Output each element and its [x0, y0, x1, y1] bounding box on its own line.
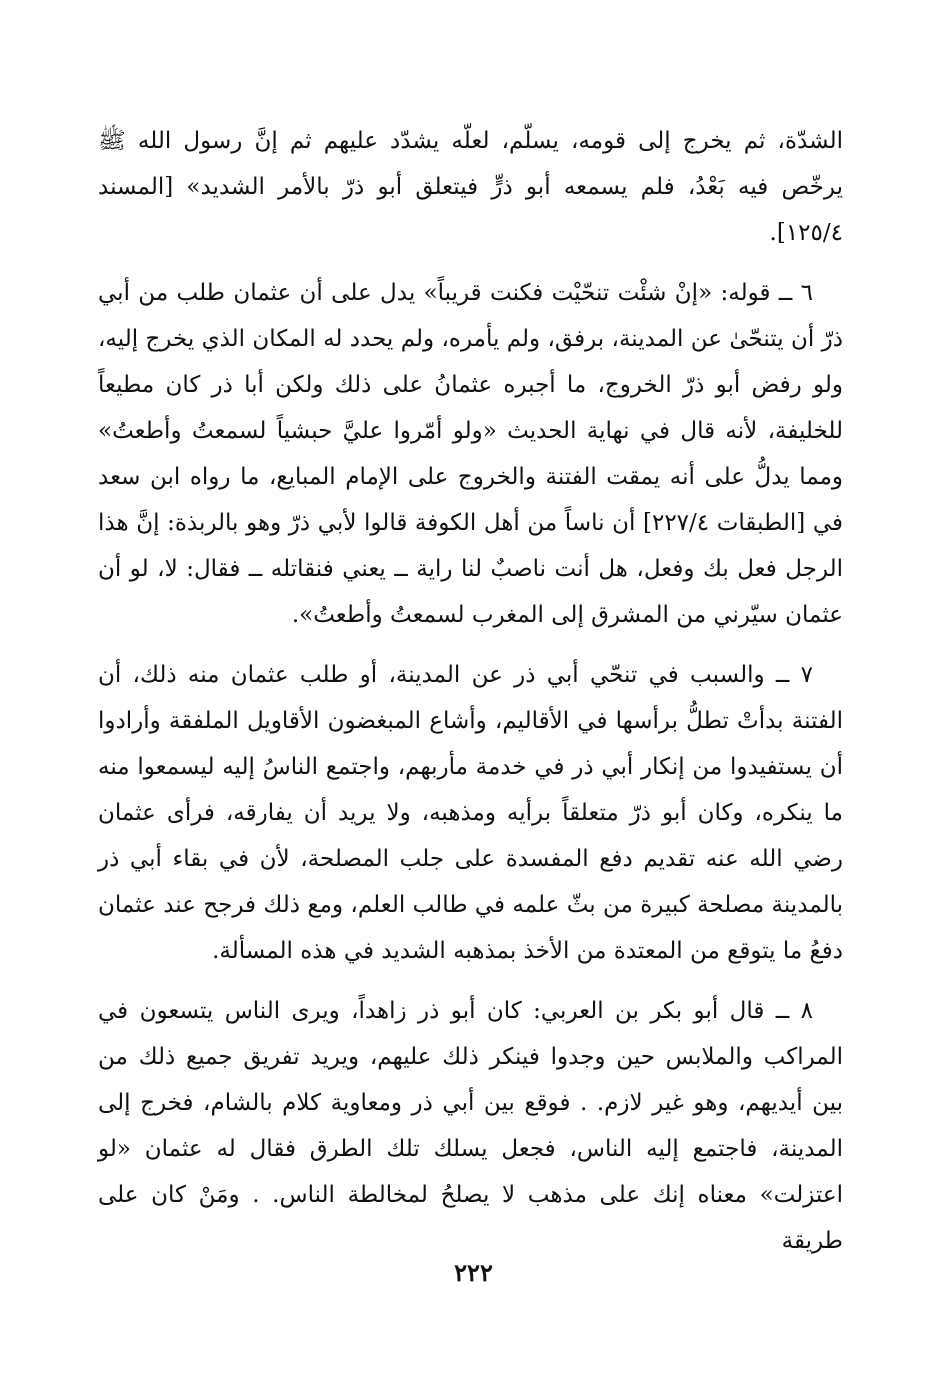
- paragraph-continuation: الشدّة، ثم يخرج إلى قومه، يسلّم، لعلّه يشدّد عليهم ثم إنَّ رسول الله ﷺ يرخّص فيه بَعْدُ، فلم يسمعه أبو ذرٍّ فيتعلق أبو ذرّ بالأمر الشديد» [المسند ١٢٥/٤].: [98, 128, 843, 246]
- paragraph-8: ٨ ــ قال أبو بكر بن العربي: كان أبو ذر زاهداً، ويرى الناس يتسعون في المراكب والملابس حين وجدوا فينكر ذلك عليهم، ويريد تفريق جميع ذلك من بين أيديهم، وهو غير لازم. . فوقع بين أبي ذر ومعاوية كلام بالشام، فخرج إلى المدينة، فاجتمع إليه الناس، فجعل يسلك تلك الطرق فقال له عثمان «لو اعتزلت» معناه إنك على مذهب لا يصلحُ لمخالطة الناس. . ومَنْ كان على طريقة: [98, 998, 843, 1254]
- body-text: [98, 118, 843, 1278]
- paragraph-7: ٧ ــ والسبب في تنحّي أبي ذر عن المدينة، أو طلب عثمان منه ذلك، أن الفتنة بدأتْ تطلُّ برأسها في الأقاليم، وأشاع المبغضون الأقاويل الملفقة وأرادوا أن يستفيدوا من إنكار أبي ذر في خدمة مأربهم، واجتمع الناسُ إليه ليسمعوا منه ما ينكره، وكان أبو ذرّ متعلقاً برأيه ومذهبه، ولا يريد أن يفارقه، فرأى عثمان رضي الله عنه تقديم دفع المفسدة على جلب المصلحة، لأن في بقاء أبي ذر بالمدينة مصلحة كبيرة من بثّ علمه في طالب العلم، ومع ذلك فرجح عند عثمان دفعُ ما يتوقع من المعتدة من الأخذ بمذهبه الشديد في هذه المسألة.: [98, 662, 843, 964]
- page-number: ٢٢٢: [454, 1258, 493, 1287]
- paragraph-6: ٦ ــ قوله: «إنْ شئْت تنحّيْت فكنت قريباً» يدل على أن عثمان طلب من أبي ذرّ أن يتنحّىٰ عن المدينة، برفق، ولم يأمره، ولم يحدد له المكان الذي يخرج إليه، ولو رفض أبو ذرّ الخروج، ما أجبره عثمانُ على ذلك ولكن أبا ذر كان مطيعاً للخليفة، لأنه قال في نهاية الحديث «ولو أمّروا عليَّ حبشياً لسمعتُ وأطعتُ» ومما يدلُّ على أنه يمقت الفتنة والخروج على الإمام المبايع، ما رواه ابن سعد في [الطبقات ٢٢٧/٤] أن ناساً من أهل الكوفة قالوا لأبي ذرّ وهو بالربذة: إنَّ هذا الرجل فعل بك وفعل، هل أنت ناصبٌ لنا راية ــ يعني فنقاتله ــ فقال: لا، لو أن عثمان سيّرني من المشرق إلى المغرب لسمعتُ وأطعتُ».: [98, 280, 843, 628]
